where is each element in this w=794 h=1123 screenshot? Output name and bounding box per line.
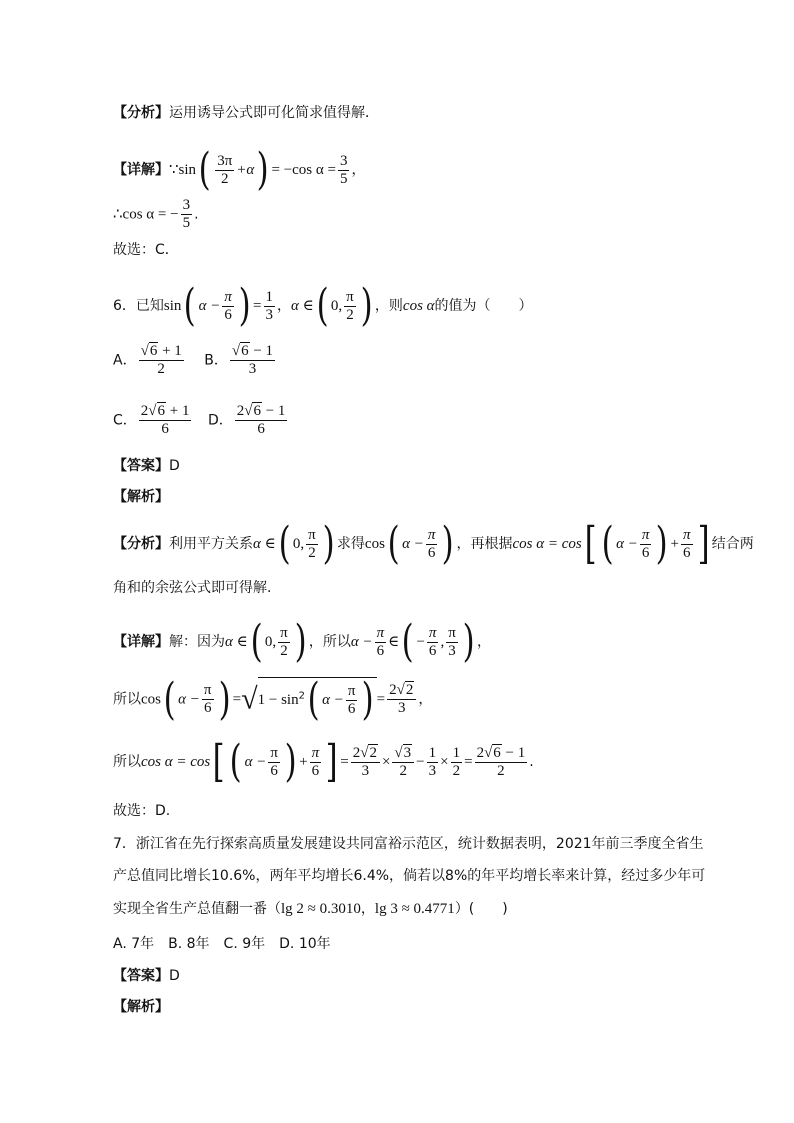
q6-detail-line-2: 所以cos( α − $\frac{\pi}{6}$ ) $=√1 - \sin^2$( α − $\frac{\pi}{6}$ ) = $\frac{2√2}{3}$ ， [113,673,433,725]
q6-analysis-line-2: 角和的余弦公式即可得解. [113,580,272,596]
choice-d: 故选：D. [113,803,171,819]
fraction-3-5b: $\frac{3}{5}$ [182,197,191,231]
q7-line-1: 7．浙江省在先行探索高质量发展建设共同富裕示范区，统计数据表明，2021年前三季度全省生 [113,836,704,852]
detail-line-1: 【详解】∵sin( $\frac{3\pi}{2}$ +α) = −cos α = $\frac{3}{5}$ ， [113,144,366,195]
q7-jiexi: 【解析】 [113,999,169,1015]
fraction-3-5: $\frac{3}{5}$ [339,152,348,187]
q6-options-cd [113,403,289,438]
option-d[interactable]: D． $\frac{2√6 - 1}{6}$ [207,403,286,437]
option-b[interactable]: B． $\frac{√6 - 1}{3}$ [204,343,274,377]
q6-answer: 【答案】D [113,458,180,474]
fraction-3pi-2: $\frac{3\pi}{2}$ [217,152,233,187]
q6-options-ab [113,343,277,378]
q6-detail-line-3: 所以cos α = cos[ ( α − $\frac{\pi}{6}$ ) + $\frac{\pi}{6}$ ] = $\frac{2√2}{3}$ × $\frac{√3}{2}$ − $\frac{1}{3}$ × $\frac{1}{2}$ = $\frac{2√6 - 1}{2}$ . [113,736,534,787]
q7-line-2: 产总值同比增长10.6%，两年平均增长6.4%，倘若以8%的年平均增长率来计算，经过多少年可 [113,868,706,884]
option-a[interactable]: A． $\frac{√6 + 1}{2}$ [113,343,182,377]
q7-answer: 【答案】D [113,968,180,984]
answer-tag: 【答案】 [113,458,169,474]
q6-stem: 6．已知sin( α − $\frac{\pi}{6}$ ) = $\frac{1}{3}$ ，α ∈( 0, $\frac{\pi}{2}$ ) ，则cos α的值为（ ） [113,280,533,331]
analysis-tag: 【分析】 [113,105,169,121]
q7-options[interactable]: A. 7年 B. 8年 C. 9年 D. 10年 [113,936,331,952]
choice-c: 故选：C． [113,242,179,258]
analysis-line-1: 【分析】运用诱导公式即可化简求值得解． [113,105,379,121]
option-c[interactable]: C． $\frac{2√6 + 1}{6}$ [113,403,190,437]
detail-tag: 【详解】 [113,162,169,178]
q6-jiexi [113,487,169,507]
q7-line-3: 实现全省生产总值翻一番（lg 2 ≈ 0.3010，lg 3 ≈ 0.4771）( ) [113,901,508,917]
therefore-line: ∴cos α = − $\frac{3}{5}$ . [113,197,199,231]
jiexi-tag: 【解析】 [113,489,169,505]
q6-detail-line-1: 【详解】解：因为α ∈( 0, $\frac{\pi}{2}$ ) ，所以α − $\frac{\pi}{6}$ ∈( − $\frac{\pi}{6}$ , $\frac{\pi}{3}$ ) ， [113,616,491,667]
q6-analysis-line-1: 【分析】利用平方关系α ∈( 0, $\frac{\pi}{2}$ ) 求得cos( α − $\frac{\pi}{6}$ ) ，再根据cos α = cos[ ( α − $\frac{\pi}{6}$ ) + $\frac{\pi}{6}$ ] 结合两 [113,518,754,569]
